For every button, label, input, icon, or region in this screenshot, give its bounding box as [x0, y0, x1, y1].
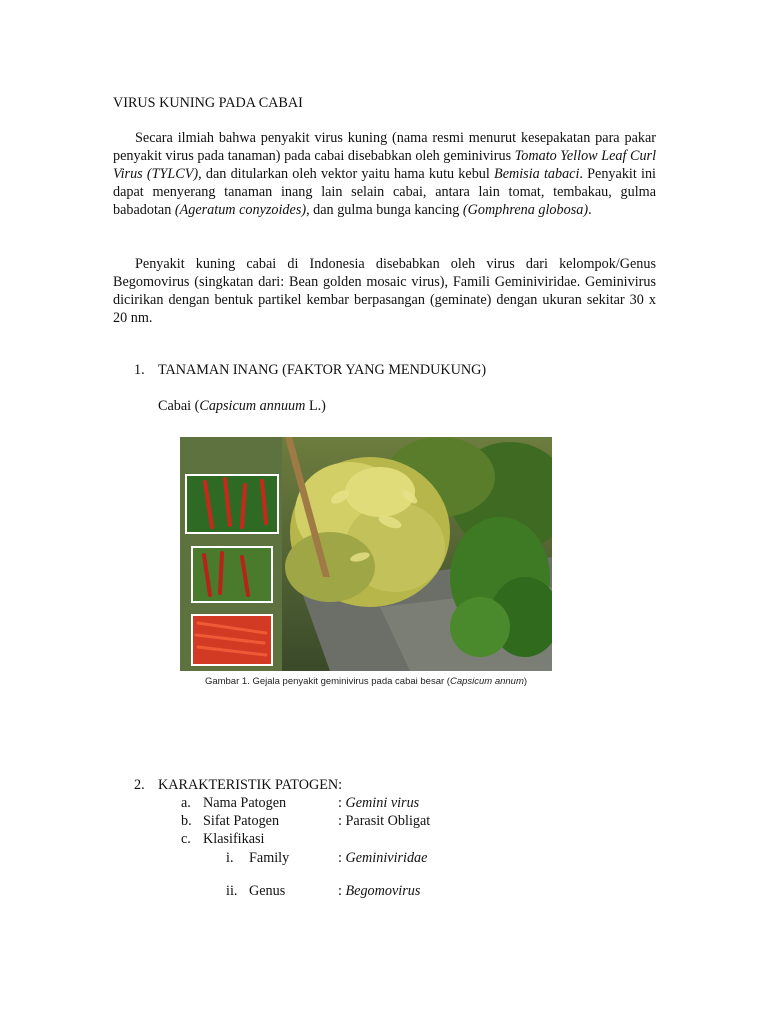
section-1-number: 1.	[134, 362, 145, 378]
list-label: Sifat Patogen	[203, 813, 280, 829]
virus-name-italic: Tomato Yellow Leaf Curl Virus (TYLCV)	[113, 148, 657, 182]
sub-list-value	[338, 882, 420, 900]
caption-suffix: )	[523, 676, 528, 687]
section-1-heading	[134, 361, 486, 379]
host-scientific-name: Capsicum annuum	[199, 398, 306, 414]
section-2-heading	[134, 776, 342, 794]
section-1-title: TANAMAN INANG (FAKTOR YANG MENDUKUNG)	[158, 362, 487, 378]
list-separator: :	[338, 813, 346, 829]
list-separator: :	[338, 795, 346, 811]
section-2-title: KARAKTERISTIK PATOGEN:	[158, 777, 343, 793]
family-name: Geminiviridae	[345, 850, 428, 866]
paragraph-1-text-4: , dan gulma bunga kancing	[306, 202, 463, 218]
document-title: VIRUS KUNING PADA CABAI	[113, 95, 303, 111]
paragraph-1	[113, 129, 656, 219]
pathogen-nature: Parasit Obligat	[345, 813, 431, 829]
sub-list-marker: i.	[226, 850, 234, 866]
list-separator: :	[338, 850, 346, 866]
sub-list-value	[338, 849, 427, 867]
host-suffix: L.)	[305, 398, 326, 414]
ageratum-italic: (Ageratum conyzoides)	[174, 202, 307, 218]
paragraph-1-text-1: Secara ilmiah bahwa penyakit virus kuning (nama resmi menurut kesepakatan para pakar penyakit virus pada tanaman) pada cabai disebabkan oleh geminivirus	[113, 130, 656, 164]
paragraph-2: Penyakit kuning cabai di Indonesia disebabkan oleh virus dari kelompok/Genus Begomovirus (singkatan dari: Bean golden mosaic virus), Famili Geminiviridae. Geminivirus dicirikan dengan bentuk partikel kembar berpasangan (geminate) dengan ukuran sekitar 30 x 20 nm.	[113, 256, 656, 326]
caption-prefix: Gambar 1. Gejala penyakit geminivirus pada cabai besar (	[204, 676, 450, 687]
list-label: Nama Patogen	[203, 795, 287, 811]
paragraph-1-text-5: .	[588, 202, 592, 218]
list-marker: b.	[181, 813, 192, 829]
paragraph-1-text-3: . Penyakit ini dapat menyerang tanaman inang lain selain cabai, antara lain tomat, tembakau, gulma babadotan	[113, 166, 656, 218]
list-separator: :	[338, 883, 346, 899]
section-2-number: 2.	[134, 777, 145, 793]
paragraph-1-text-2: , dan ditularkan oleh vektor yaitu hama kutu kebul	[198, 166, 495, 182]
pathogen-name: Gemini virus	[345, 795, 420, 811]
list-label: Klasifikasi	[203, 831, 265, 847]
list-value	[338, 812, 430, 830]
caption-scientific-name: Capsicum annum	[449, 676, 524, 687]
chili-photo-illustration	[180, 437, 552, 671]
host-prefix: Cabai (	[158, 398, 200, 414]
host-plant-line	[158, 397, 326, 415]
genus-name: Begomovirus	[345, 883, 421, 899]
sub-list-label: Family	[249, 850, 290, 866]
figure-caption	[180, 676, 552, 688]
chili-plant-photo	[180, 437, 552, 671]
gomphrena-italic: (Gomphrena globosa)	[462, 202, 589, 218]
sub-list-marker: ii.	[226, 883, 238, 899]
vector-name-italic: Bemisia tabaci	[494, 166, 580, 182]
list-value	[338, 794, 419, 812]
list-marker: c.	[181, 831, 191, 847]
sub-list-label: Genus	[249, 883, 286, 899]
list-marker: a.	[181, 795, 191, 811]
